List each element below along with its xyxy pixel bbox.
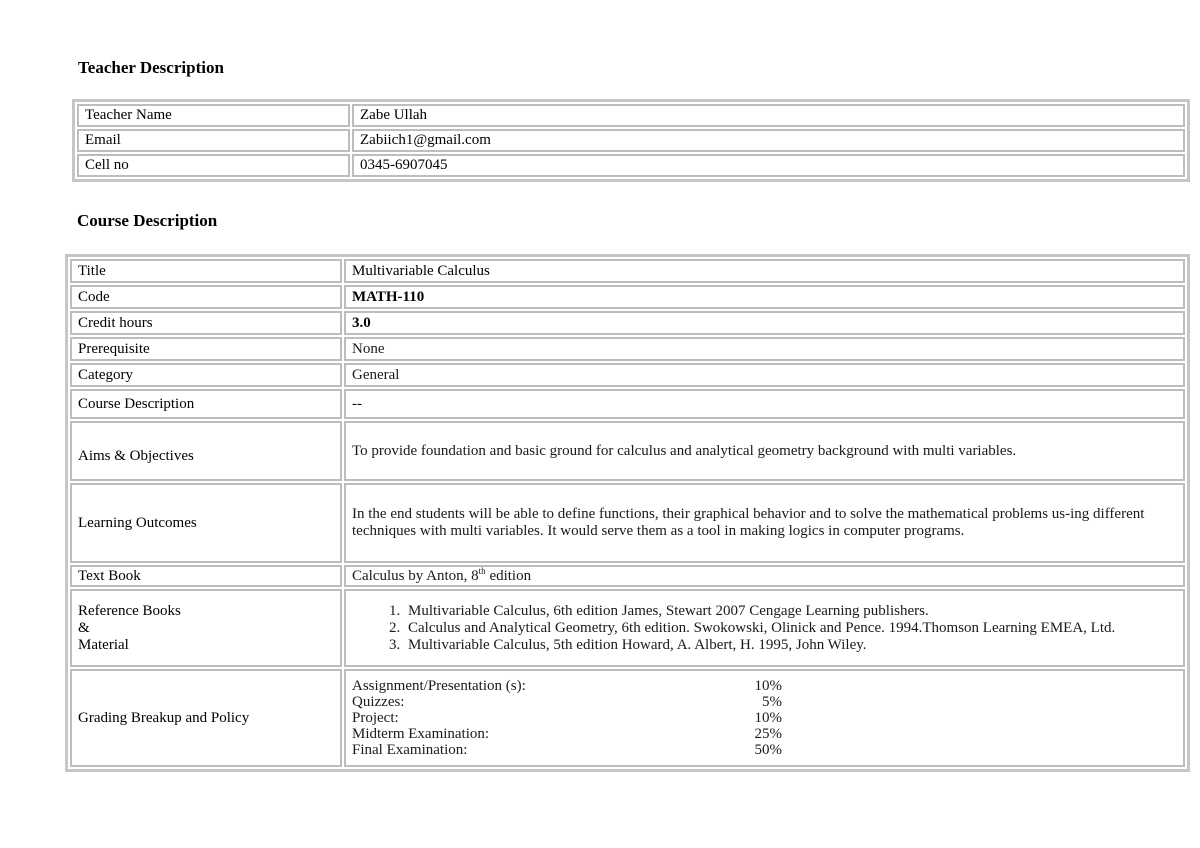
table-row [70,311,1185,335]
grade-percent: 25% [754,726,782,742]
credit-hours-label: Credit hours [70,311,342,335]
prerequisite-value: None [344,337,1185,361]
grade-name: Midterm Examination: [352,726,490,742]
teacher-name-label: Teacher Name [77,104,350,127]
category-label: Category [70,363,342,387]
text-book-title: Calculus by Anton, 8 [352,567,479,584]
grade-item [352,678,1177,694]
list-item: 1. Multivariable Calculus, 6th edition James, Stewart 2007 Cengage Learning publishers. [404,603,1177,620]
aims-value: To provide foundation and basic ground for calculus and analytical geometry background with multi variables. [344,421,1185,481]
reference-label-line2: & [78,619,90,636]
text-book-label: Text Book [70,565,342,587]
grade-name: Final Examination: [352,742,468,758]
teacher-description-heading: Teacher Description [78,58,224,77]
table-row [70,389,1185,419]
course-description-heading: Course Description [77,211,218,230]
learning-outcomes-label: Learning Outcomes [70,483,342,563]
course-table [65,254,1190,772]
grade-name: Assignment/Presentation (s): [352,678,526,694]
title-label: Title [70,259,342,283]
reference-label-line3: Material [78,636,129,653]
grade-percent: 5% [762,694,782,710]
grade-percent: 10% [754,710,782,726]
prerequisite-label: Prerequisite [70,337,342,361]
grade-item [352,710,1177,726]
grade-item [352,726,1177,742]
reference-list [352,603,1177,654]
table-row [77,104,1185,127]
cell-no-label: Cell no [77,154,350,177]
aims-label: Aims & Objectives [70,421,342,481]
reference-books-value [344,589,1185,667]
table-row [70,285,1185,309]
grade-percent: 50% [754,742,782,758]
teacher-table [72,99,1190,182]
course-description-value: -- [344,389,1185,419]
title-value: Multivariable Calculus [344,259,1185,283]
grade-name: Quizzes: [352,694,405,710]
table-row [70,337,1185,361]
learning-outcomes-value: In the end students will be able to define functions, their graphical behavior and to solve the mathematical problems us-ing different techniques with multi variables. It would serve them as a tool in making logics in computer programs. [344,483,1185,563]
table-row [70,589,1185,667]
grading-label: Grading Breakup and Policy [70,669,342,767]
grade-item [352,694,1177,710]
code-value: MATH-110 [344,285,1185,309]
table-row [77,129,1185,152]
table-row [70,363,1185,387]
table-row [70,483,1185,563]
text-book-suffix: edition [485,567,532,584]
email-value: Zabiich1@gmail.com [352,129,1185,152]
grade-name: Project: [352,710,399,726]
cell-no-value: 0345-6907045 [352,154,1185,177]
table-row [77,154,1185,177]
credit-hours-value: 3.0 [344,311,1185,335]
category-value: General [344,363,1185,387]
email-label: Email [77,129,350,152]
text-book-superscript: th [478,565,486,576]
table-row [70,421,1185,481]
table-row [70,259,1185,283]
code-label: Code [70,285,342,309]
table-row [70,565,1185,587]
reference-label-line1: Reference Books [78,602,181,619]
list-item: 3. Multivariable Calculus, 5th edition Howard, A. Albert, H. 1995, John Wiley. [404,637,1177,654]
list-item: 2. Calculus and Analytical Geometry, 6th edition. Swokowski, Olinick and Pence. 1994.Thomson Learning EMEA, Ltd. [404,620,1177,637]
table-row [70,669,1185,767]
reference-books-label [70,589,342,667]
course-description-label: Course Description [70,389,342,419]
teacher-name-value: Zabe Ullah [352,104,1185,127]
grade-item [352,742,1177,758]
grade-percent: 10% [754,678,782,694]
text-book-value [344,565,1185,587]
grading-value [344,669,1185,767]
